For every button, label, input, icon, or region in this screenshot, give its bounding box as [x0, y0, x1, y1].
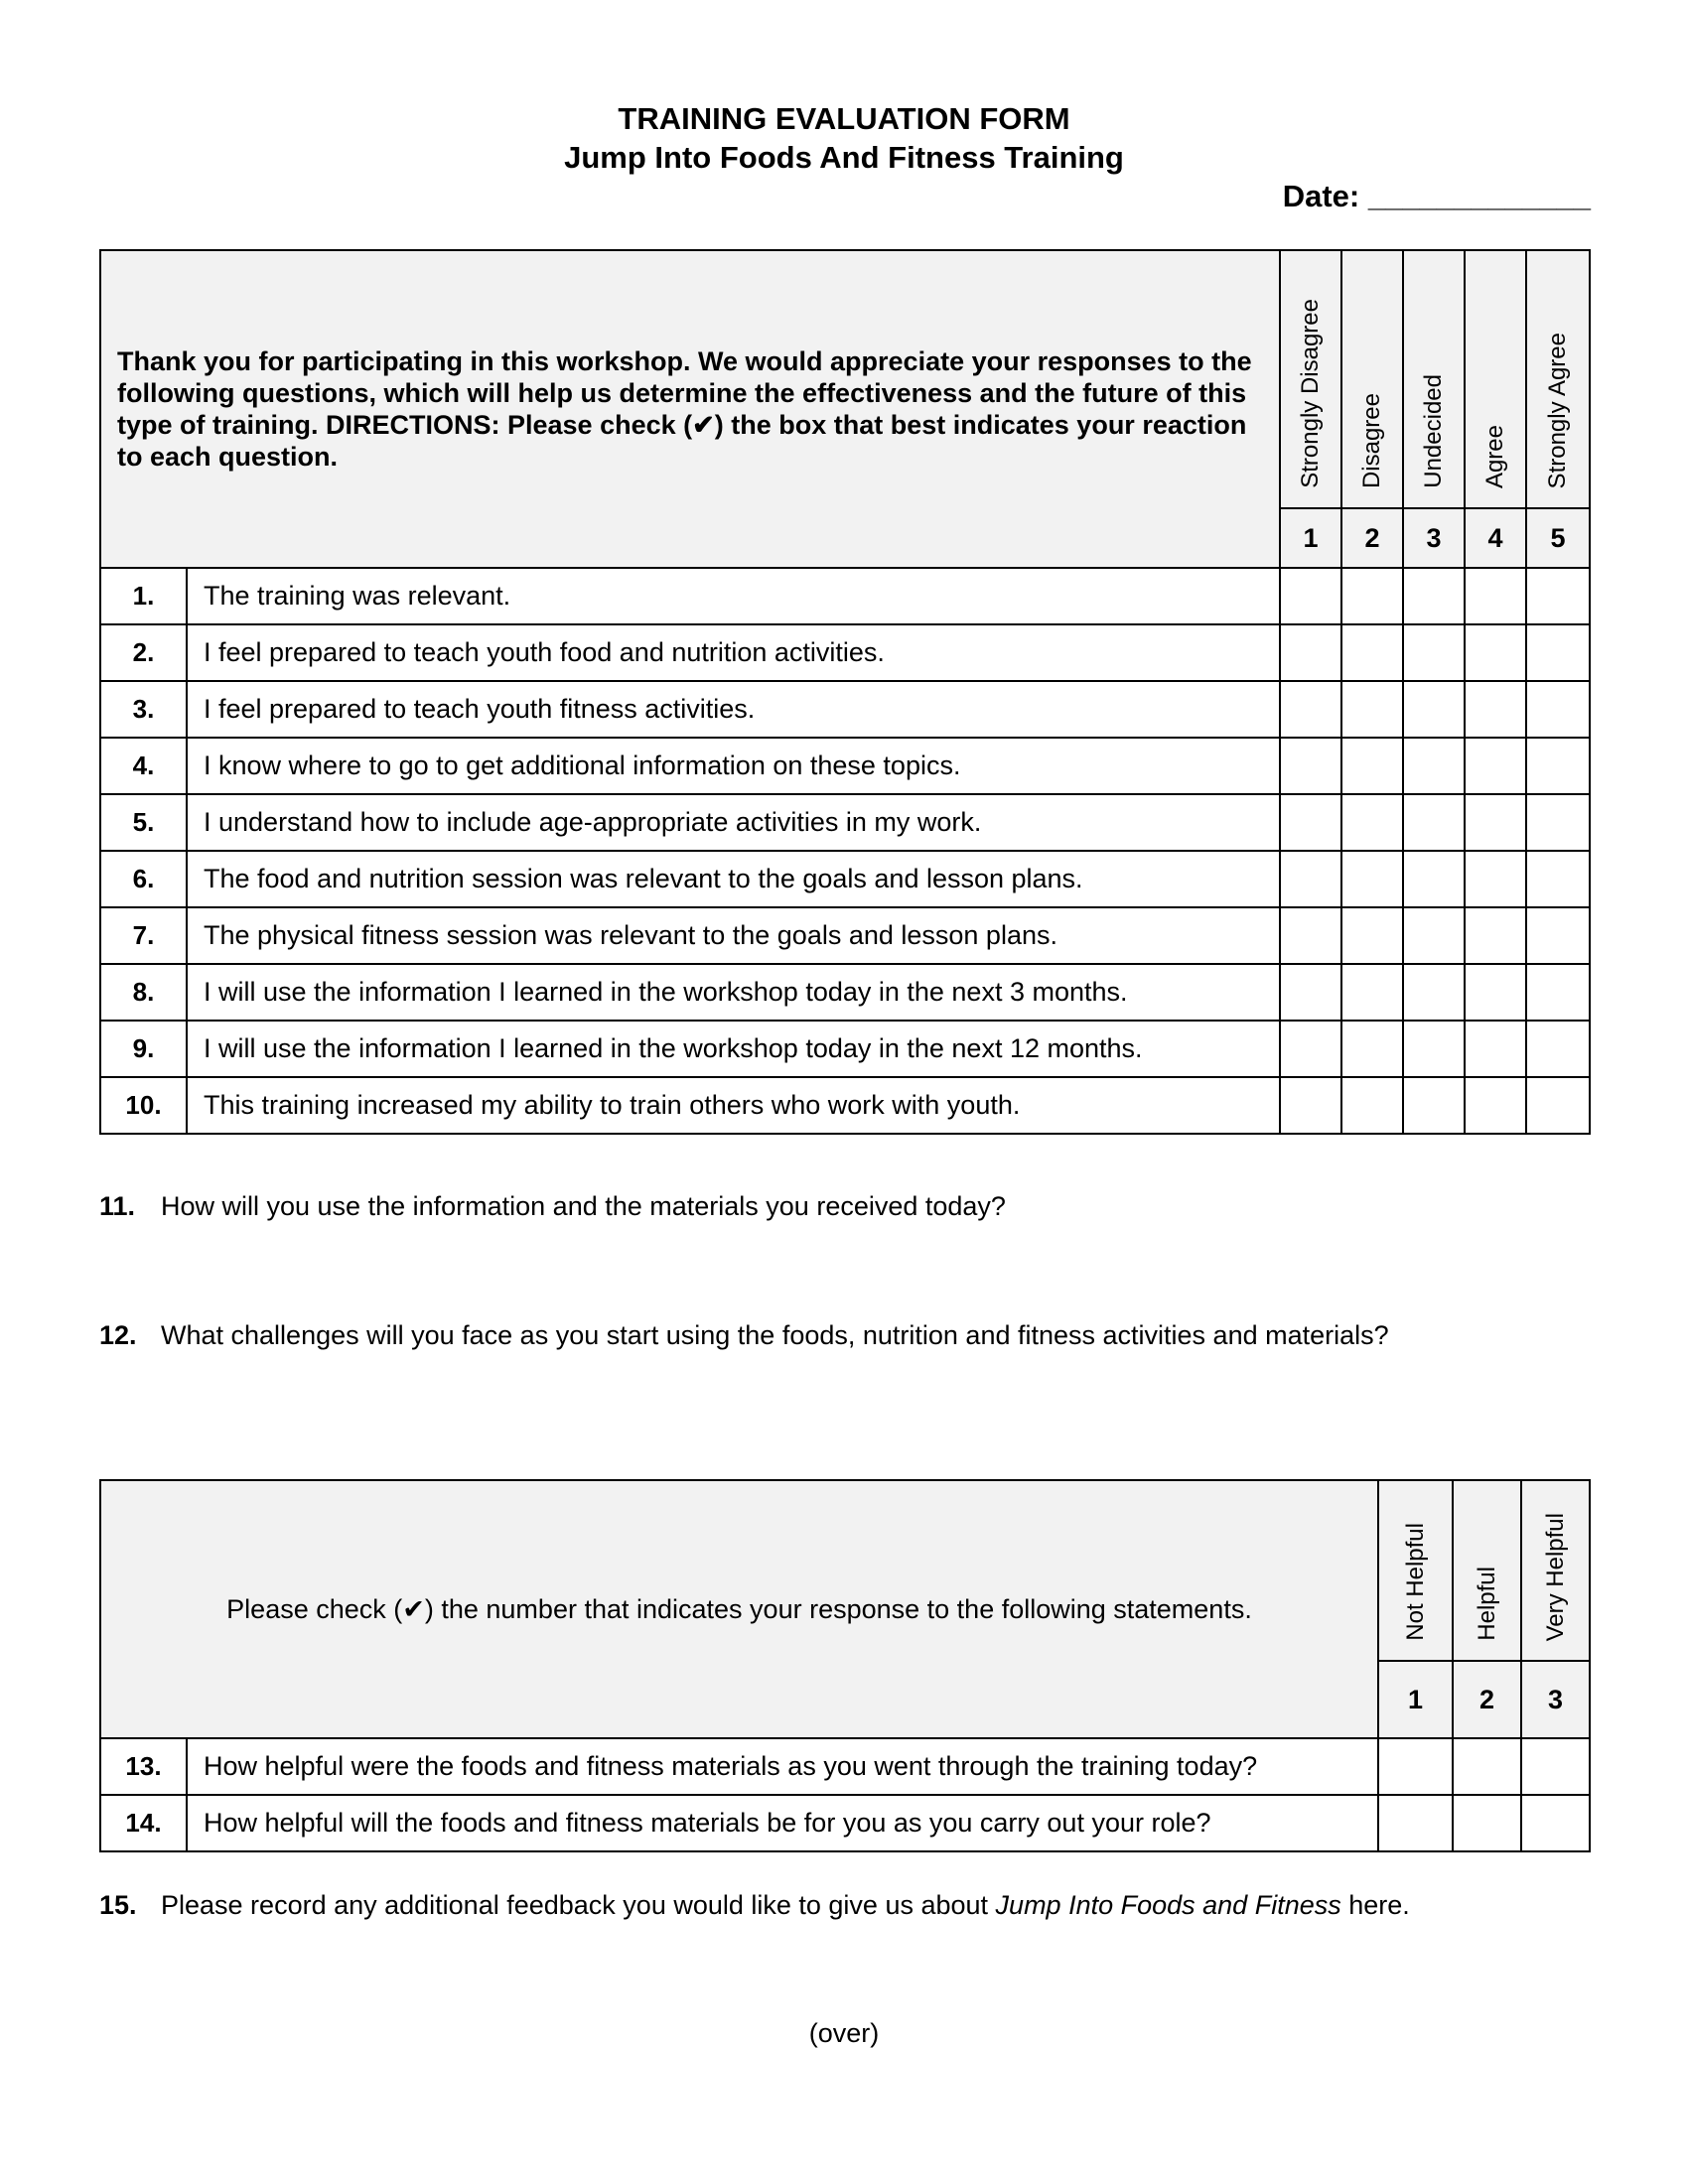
checkbox-4[interactable] — [1465, 907, 1526, 964]
checkbox-5[interactable] — [1526, 1021, 1590, 1077]
question-row-4 — [100, 738, 1590, 794]
checkbox-4[interactable] — [1465, 1077, 1526, 1134]
question-row-3 — [100, 681, 1590, 738]
checkbox-1[interactable] — [1280, 1077, 1341, 1134]
checkbox-3[interactable] — [1403, 1077, 1465, 1134]
scale-number: 2 — [1453, 1661, 1521, 1738]
question-number: 6. — [100, 851, 187, 907]
instructions-text: Please check (✔) the number that indicates your response to the following statements. — [100, 1480, 1378, 1738]
checkbox-2[interactable] — [1341, 794, 1403, 851]
question-text: I know where to go to get additional information on these topics. — [187, 738, 1280, 794]
checkbox-5[interactable] — [1526, 964, 1590, 1021]
question-text: I understand how to include age-appropriate activities in my work. — [187, 794, 1280, 851]
checkbox-4[interactable] — [1465, 681, 1526, 738]
scale-number: 1 — [1378, 1661, 1453, 1738]
checkbox-3[interactable] — [1403, 1021, 1465, 1077]
scale-number: 3 — [1521, 1661, 1590, 1738]
question-text: The physical fitness session was relevant to the goals and lesson plans. — [187, 907, 1280, 964]
checkbox-1[interactable] — [1280, 907, 1341, 964]
checkbox-2[interactable] — [1453, 1795, 1521, 1851]
checkbox-2[interactable] — [1453, 1738, 1521, 1795]
checkbox-2[interactable] — [1341, 624, 1403, 681]
checkbox-2[interactable] — [1341, 964, 1403, 1021]
checkbox-3[interactable] — [1521, 1795, 1590, 1851]
instructions-text: Thank you for participating in this workshop. We would appreciate your responses to the following questions, which will help us determine the effectiveness and the future of this type of training. DIRECTIONS: Please check (✔) the box that best indicates your reaction to each question. — [100, 250, 1280, 568]
checkbox-3[interactable] — [1403, 681, 1465, 738]
checkbox-2[interactable] — [1341, 568, 1403, 624]
checkbox-5[interactable] — [1526, 794, 1590, 851]
question-text-after: here. — [1340, 1890, 1410, 1920]
agreement-table — [99, 249, 1591, 1135]
question-text: How helpful will the foods and fitness materials be for you as you carry out your role? — [187, 1795, 1378, 1851]
scale-label-not-helpful: Not Helpful — [1378, 1480, 1453, 1661]
question-row-6 — [100, 851, 1590, 907]
checkbox-5[interactable] — [1526, 624, 1590, 681]
question-text: I feel prepared to teach youth fitness activities. — [187, 681, 1280, 738]
checkbox-3[interactable] — [1403, 624, 1465, 681]
form-subtitle: Jump Into Foods And Fitness Training — [564, 140, 1124, 175]
question-row-7 — [100, 907, 1590, 964]
checkbox-3[interactable] — [1403, 794, 1465, 851]
scale-label-strongly-disagree: Strongly Disagree — [1280, 250, 1341, 508]
scale-number: 4 — [1465, 508, 1526, 568]
question-number: 8. — [100, 964, 187, 1021]
checkbox-1[interactable] — [1378, 1795, 1453, 1851]
checkbox-1[interactable] — [1280, 851, 1341, 907]
question-row-9 — [100, 1021, 1590, 1077]
form-title: TRAINING EVALUATION FORM — [618, 101, 1070, 136]
helpfulness-table — [99, 1479, 1591, 1852]
question-text: This training increased my ability to train others who work with youth. — [187, 1077, 1280, 1134]
checkbox-4[interactable] — [1465, 851, 1526, 907]
scale-label-disagree: Disagree — [1341, 250, 1403, 508]
question-text: I will use the information I learned in the workshop today in the next 12 months. — [187, 1021, 1280, 1077]
checkbox-1[interactable] — [1280, 964, 1341, 1021]
question-text: How helpful were the foods and fitness materials as you went through the training today? — [187, 1738, 1378, 1795]
checkbox-4[interactable] — [1465, 624, 1526, 681]
question-row-10 — [100, 1077, 1590, 1134]
question-number: 3. — [100, 681, 187, 738]
scale-label-strongly-agree: Strongly Agree — [1526, 250, 1590, 508]
checkbox-2[interactable] — [1341, 851, 1403, 907]
question-row-13 — [100, 1738, 1590, 1795]
question-number: 14. — [100, 1795, 187, 1851]
checkbox-4[interactable] — [1465, 1021, 1526, 1077]
question-number: 4. — [100, 738, 187, 794]
open-question-11: 11. How will you use the information and the materials you received today? — [99, 1191, 1006, 1221]
question-text: The food and nutrition session was relevant to the goals and lesson plans. — [187, 851, 1280, 907]
question-row-8 — [100, 964, 1590, 1021]
scale-number: 2 — [1341, 508, 1403, 568]
checkbox-2[interactable] — [1341, 907, 1403, 964]
open-question-15: 15. Please record any additional feedback you would like to give us about Jump Into Foods and Fitness here. — [99, 1890, 1410, 1920]
question-number: 2. — [100, 624, 187, 681]
checkbox-3[interactable] — [1403, 964, 1465, 1021]
checkbox-2[interactable] — [1341, 1077, 1403, 1134]
date-field[interactable]: Date: _____________ — [1282, 179, 1591, 213]
question-number: 5. — [100, 794, 187, 851]
question-number: 10. — [100, 1077, 187, 1134]
question-row-1 — [100, 568, 1590, 624]
question-text: I will use the information I learned in the workshop today in the next 3 months. — [187, 964, 1280, 1021]
checkbox-4[interactable] — [1465, 738, 1526, 794]
checkbox-3[interactable] — [1521, 1738, 1590, 1795]
checkbox-4[interactable] — [1465, 794, 1526, 851]
question-text: How will you use the information and the materials you received today? — [161, 1191, 1006, 1221]
question-text: The training was relevant. — [187, 568, 1280, 624]
question-number: 9. — [100, 1021, 187, 1077]
question-row-2 — [100, 624, 1590, 681]
checkbox-4[interactable] — [1465, 964, 1526, 1021]
checkbox-4[interactable] — [1465, 568, 1526, 624]
checkbox-1[interactable] — [1280, 794, 1341, 851]
checkbox-5[interactable] — [1526, 1077, 1590, 1134]
checkbox-1[interactable] — [1280, 568, 1341, 624]
checkbox-2[interactable] — [1341, 738, 1403, 794]
question-text: What challenges will you face as you start using the foods, nutrition and fitness activities and materials? — [161, 1320, 1389, 1350]
question-text-before: Please record any additional feedback you would like to give us about — [161, 1890, 996, 1920]
checkbox-1[interactable] — [1280, 681, 1341, 738]
question-number: 7. — [100, 907, 187, 964]
question-number: 13. — [100, 1738, 187, 1795]
checkbox-5[interactable] — [1526, 568, 1590, 624]
checkbox-2[interactable] — [1341, 1021, 1403, 1077]
checkbox-1[interactable] — [1280, 1021, 1341, 1077]
checkbox-5[interactable] — [1526, 851, 1590, 907]
checkbox-3[interactable] — [1403, 907, 1465, 964]
question-text: I feel prepared to teach youth food and nutrition activities. — [187, 624, 1280, 681]
checkbox-5[interactable] — [1526, 738, 1590, 794]
question-row-5 — [100, 794, 1590, 851]
over-note: (over) — [808, 2018, 880, 2048]
scale-label-very-helpful: Very Helpful — [1521, 1480, 1590, 1661]
checkbox-3[interactable] — [1403, 738, 1465, 794]
checkbox-5[interactable] — [1526, 907, 1590, 964]
checkbox-1[interactable] — [1280, 738, 1341, 794]
scale-label-agree: Agree — [1465, 250, 1526, 508]
program-name: Jump Into Foods and Fitness — [995, 1890, 1341, 1920]
question-row-14 — [100, 1795, 1590, 1851]
checkbox-3[interactable] — [1403, 568, 1465, 624]
checkbox-1[interactable] — [1280, 624, 1341, 681]
checkbox-5[interactable] — [1526, 681, 1590, 738]
checkbox-2[interactable] — [1341, 681, 1403, 738]
scale-label-undecided: Undecided — [1403, 250, 1465, 508]
checkbox-3[interactable] — [1403, 851, 1465, 907]
checkbox-1[interactable] — [1378, 1738, 1453, 1795]
question-number: 1. — [100, 568, 187, 624]
scale-label-helpful: Helpful — [1453, 1480, 1521, 1661]
scale-number: 3 — [1403, 508, 1465, 568]
open-question-12: 12. What challenges will you face as you start using the foods, nutrition and fitness activities and materials? — [99, 1320, 1389, 1350]
scale-number: 1 — [1280, 508, 1341, 568]
scale-number: 5 — [1526, 508, 1590, 568]
